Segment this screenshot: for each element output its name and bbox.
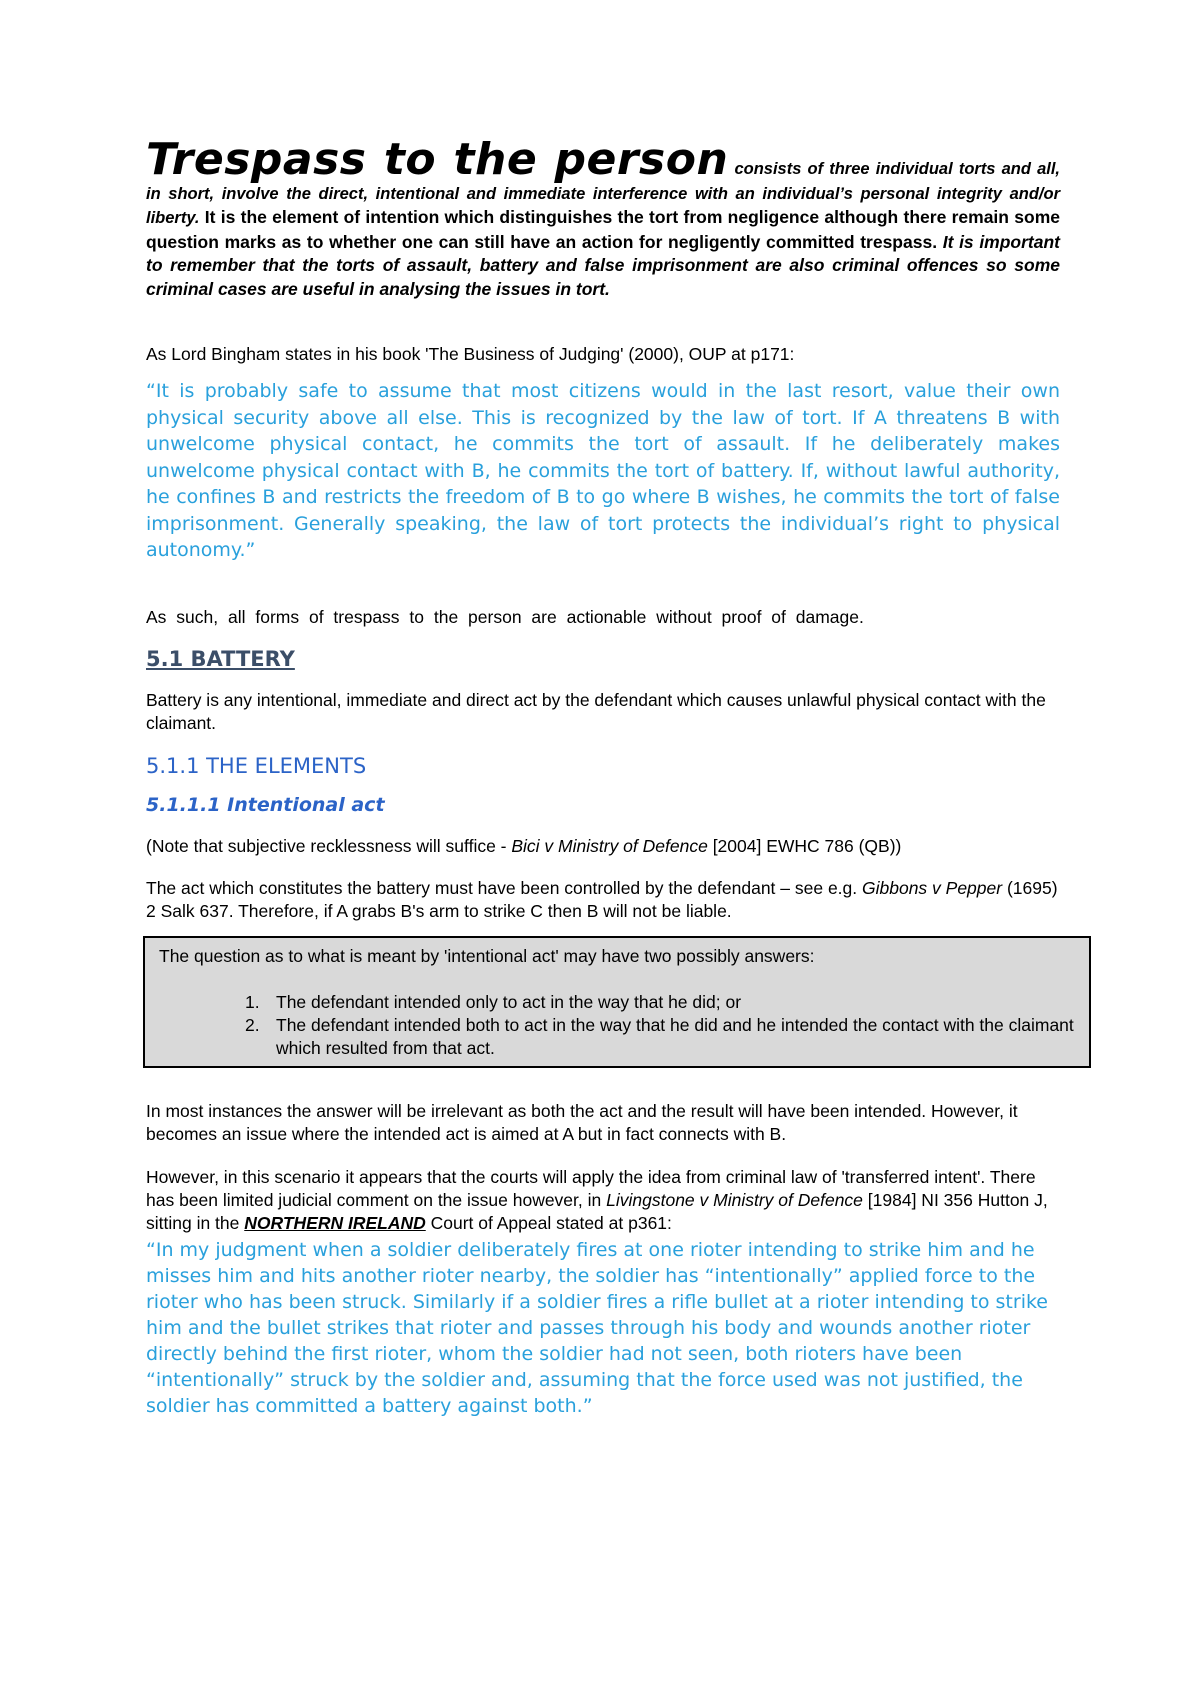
northern-ireland-label: NORTHERN IRELAND [244,1212,426,1233]
controlled-paragraph [146,877,1060,923]
intentional-act-heading: 5.1.1.1 Intentional act [146,793,385,816]
intro-paragraph [146,134,1061,301]
recklessness-text-after: [2004] EWHC 786 (QB)) [707,835,902,856]
list-number: 1. [245,991,260,1012]
box-lead: The question as to what is meant by 'intentional act' may have two possibly answers: [159,945,815,966]
controlled-text-before: The act which constitutes the battery must have been controlled by the defendant – see e.g. [146,877,862,898]
list-text: The defendant intended both to act in the way that he did and he intended the contact with the claimant which resulted from that act. [276,1014,1074,1058]
transferred-intent-paragraph [146,1166,1060,1235]
transferred-text-after: Court of Appeal stated at p361: [425,1212,672,1233]
actionable-statement: As such, all forms of trespass to the person are actionable without proof of damage. [146,606,864,627]
transferred-text-before: However, in this scenario it appears that the courts will apply the idea from criminal law of 'transferred intent'. There has been limited judicial comment on the issue however, in [146,1166,1036,1210]
most-instances-paragraph: In most instances the answer will be irrelevant as both the act and the result will have been intended. However, it becomes an issue where the intended act is aimed at A but in fact connects with B. [146,1100,1018,1144]
list-number: 2. [245,1014,260,1035]
transferred-text-middle: [1984] NI 356 Hutton J, sitting in the [146,1189,1048,1233]
list-item [159,991,1075,1014]
battery-definition: Battery is any intentional, immediate and direct act by the defendant which causes unlawful physical contact with the claimant. [146,689,1046,733]
list-item [159,1014,1075,1060]
document-title: Trespass to the person [146,134,729,185]
hutton-quote: “In my judgment when a soldier deliberately fires at one rioter intending to strike him and he misses him and hits another rioter nearby, the soldier has “intentionally” applied force to the rioter who has been struck. Similarly if a soldier fires a rifle bullet at a rioter intending to strike him and the bullet strikes that rioter and passes through his body and wounds another rioter directly behind the first rioter, whom the soldier had not seen, both rioters have been “intentionally” struck by the soldier and, assuming that the force used was not justified, the soldier has committed a battery against both.” [146,1238,1048,1417]
case-bici: Bici v Ministry of Defence [511,835,708,856]
intentional-act-box [143,936,1091,1068]
elements-heading: 5.1.1 THE ELEMENTS [146,753,367,778]
intro-bold-text: It is the element of intention which distinguishes the tort from negligence although there remain some question marks as to whether one can still have an action for negligently committed trespass. [146,207,1060,252]
list-text: The defendant intended only to act in the way that he did; or [276,991,742,1012]
document-page [146,134,1074,1419]
intro-criminal-note: It is important to remember that the torts of assault, battery and false imprisonment are also criminal offences so some criminal cases are useful in analysing the issues in tort. [146,231,1061,299]
recklessness-note [146,835,1060,858]
answers-list [159,991,1075,1060]
case-livingstone: Livingstone v Ministry of Defence [606,1189,863,1210]
bingham-intro: As Lord Bingham states in his book 'The Business of Judging' (2000), OUP at p171: [146,344,795,364]
recklessness-text-before: (Note that subjective recklessness will suffice - [146,835,512,856]
case-gibbons: Gibbons v Pepper [862,877,1003,898]
controlled-text-after: (1695) 2 Salk 637. Therefore, if A grabs B's arm to strike C then B will not be liable. [146,877,1058,921]
bingham-quote: “It is probably safe to assume that most citizens would in the last resort, value their own physical security above all else. This is recognized by the law of tort. If A threatens B with unwelcome physical contact, he commits the tort of assault. If he deliberately makes unwelcome physical contact with B, he commits the tort of battery. If, without lawful authority, he confines B and restricts the freedom of B to go where B wishes, he commits the tort of false imprisonment. Generally speaking, the law of tort protects the individual’s right to physical autonomy.” [146,380,1060,561]
battery-heading: 5.1 BATTERY [146,646,295,671]
intro-lead-text: consists of three individual torts and all, in short, involve the direct, intentional and immediate interference with an individual’s personal integrity and/or liberty. [146,160,1061,227]
